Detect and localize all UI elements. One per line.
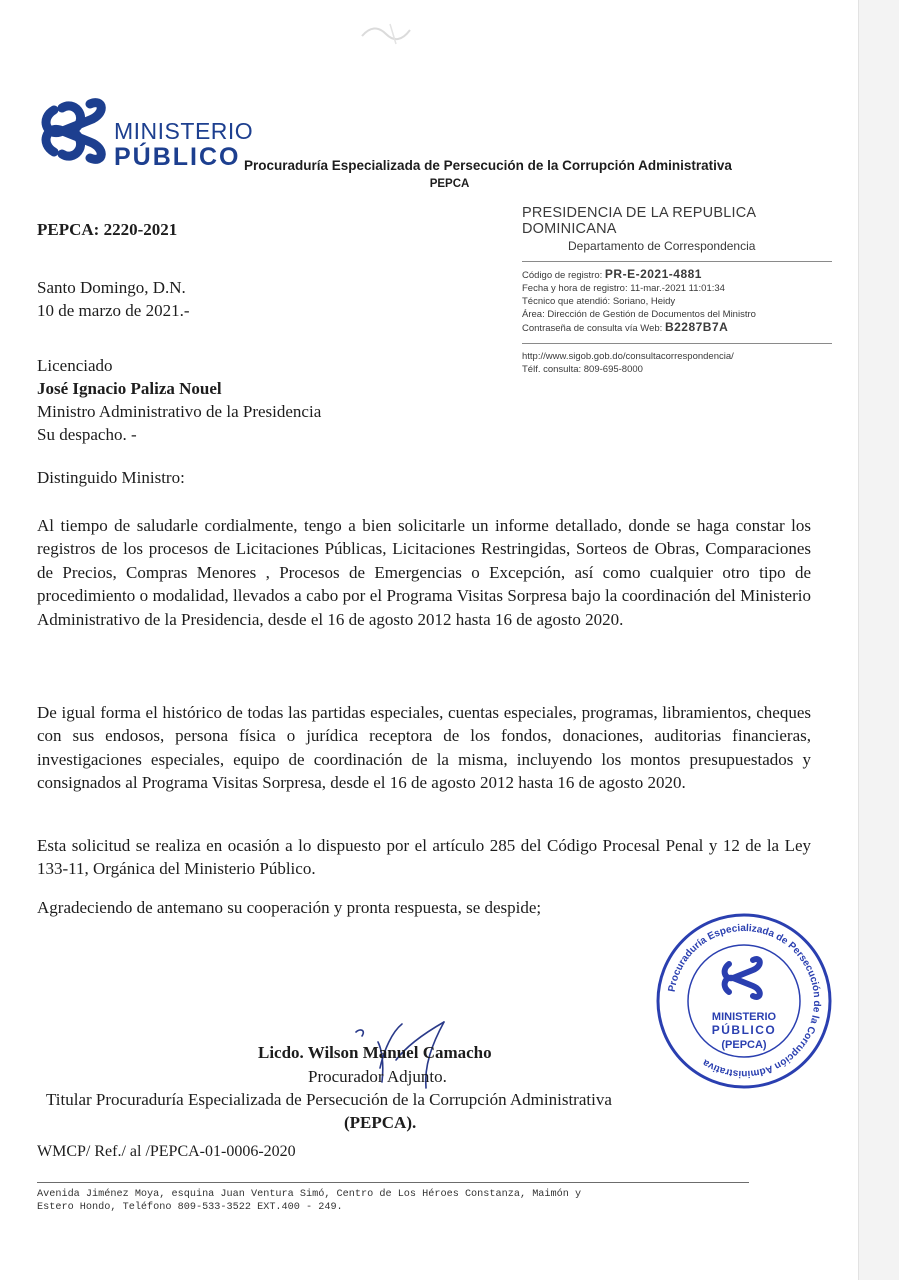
seal-line1: MINISTERIO [711, 1011, 777, 1023]
svg-text:Procuraduría Especializada de [667, 923, 822, 1079]
recipient-name: José Ignacio Paliza Nouel [37, 379, 222, 398]
agency-abbr: PEPCA [429, 178, 470, 190]
stamp-phone: Télf. consulta: 809-695-8000 [522, 364, 643, 375]
closing: Agradeciendo de antemano su cooperación y pronta respuesta, se despide; [37, 898, 542, 917]
footer-line1: Avenida Jiménez Moya, esquina Juan Ventura Simó, Centro de Los Héroes Constanza, Maimón y [37, 1189, 582, 1200]
stamp-org: PRESIDENCIA DE LA REPUBLICA DOMINICANA [522, 205, 756, 237]
footer-line2: Estero Hondo, Teléfono 809-533-3522 EXT.400 - 249. [37, 1202, 343, 1213]
agency-name: Procuraduría Especializada de Persecución de la Corrupción Administrativa [244, 158, 732, 173]
seal-ring-text: Procuraduría Especializada de Persecución de la Corrupción Administrativa [666, 922, 823, 1080]
brand-publico: PÚBLICO [114, 143, 241, 171]
stamp-dept: Departamento de Correspondencia [568, 239, 756, 253]
seal-line2: PÚBLICO [711, 1023, 777, 1037]
stamp-divider-2 [522, 343, 832, 344]
seal-line3: (PEPCA) [721, 1039, 767, 1051]
recipient-title: Licenciado [37, 356, 113, 375]
pepca-official-seal-icon [653, 910, 835, 1092]
signatory-name: Licdo. Wilson Manuel Camacho [258, 1043, 492, 1062]
ministerio-publico-logo-icon [40, 98, 110, 164]
footer-address [37, 1188, 797, 1214]
paragraph-2: De igual forma el histórico de todas las partidas especiales, cuentas especiales, programas, libramientos, cheques con sus endosos, persona física o jurídica receptora de los fondos, donaciones, auditorias financieras, investigaciones especiales, equipo de coordinación de la misma, incluyendo los montos presupuestados y consignados al Programa Visitas Sorpresa, desde el 16 de agosto 2012 hasta 16 de agosto 2020. [37, 703, 811, 793]
stamp-technician: Técnico que atendió: Soriano, Heidy [522, 296, 676, 307]
scan-smudge [352, 14, 430, 50]
stamp-area: Área: Dirección de Gestión de Documentos del Ministro [522, 309, 756, 320]
signatory-abbr: (PEPCA). [344, 1113, 417, 1132]
stamp-code-value: PR-E-2021-4881 [604, 267, 702, 281]
reception-stamp [522, 205, 852, 376]
stamp-datetime: Fecha y hora de registro: 11-mar.-2021 11:01:34 [522, 283, 725, 294]
footer-divider [37, 1182, 749, 1183]
recipient-office: Su despacho. - [37, 425, 137, 444]
stamp-password [522, 321, 852, 335]
paragraph-3: Esta solicitud se realiza en ocasión a lo dispuesto por el artículo 285 del Código Procesal Penal y 12 de la Ley 133-11, Orgánica del Ministerio Público. [37, 836, 811, 879]
stamp-password-label: Contraseña de consulta vía Web: [522, 323, 663, 334]
date: 10 de marzo de 2021.- [37, 301, 190, 320]
reference-code: WMCP/ Ref./ al /PEPCA-01-0006-2020 [37, 1143, 296, 1160]
stamp-code-label: Código de registro: [522, 270, 603, 281]
page-edge [858, 0, 899, 1280]
paragraph-1: Al tiempo de saludarle cordialmente, tengo a bien solicitarle un informe detallado, donde se haga constar los registros de los procesos de Licitaciones Públicas, Licitaciones Restringidas, Sorteos de Obras, Comparaciones de Precios, Compras Menores , Procesos de Emergencias o Excepción, así como cualquier otro tipo de procedimiento o modalidad, llevados a cabo por el Programa Visitas Sorpresa bajo la coordinación del Ministerio Administrativo de la Presidencia, desde el 16 de agosto 2012 hasta 16 de agosto 2020. [37, 516, 811, 629]
stamp-url: http://www.sigob.gob.do/consultacorrespondencia/ [522, 351, 734, 362]
signatory-title: Titular Procuraduría Especializada de Persecución de la Corrupción Administrativa [46, 1090, 612, 1109]
salutation: Distinguido Ministro: [37, 468, 185, 487]
city: Santo Domingo, D.N. [37, 278, 186, 297]
stamp-divider [522, 261, 832, 262]
signatory-role: Procurador Adjunto. [308, 1067, 447, 1086]
brand-ministerio: MINISTERIO [114, 118, 254, 144]
recipient-position: Ministro Administrativo de la Presidencia [37, 402, 322, 421]
document-reference: PEPCA: 2220-2021 [37, 220, 178, 239]
stamp-password-value: B2287B7A [664, 320, 729, 334]
stamp-code [522, 268, 852, 282]
